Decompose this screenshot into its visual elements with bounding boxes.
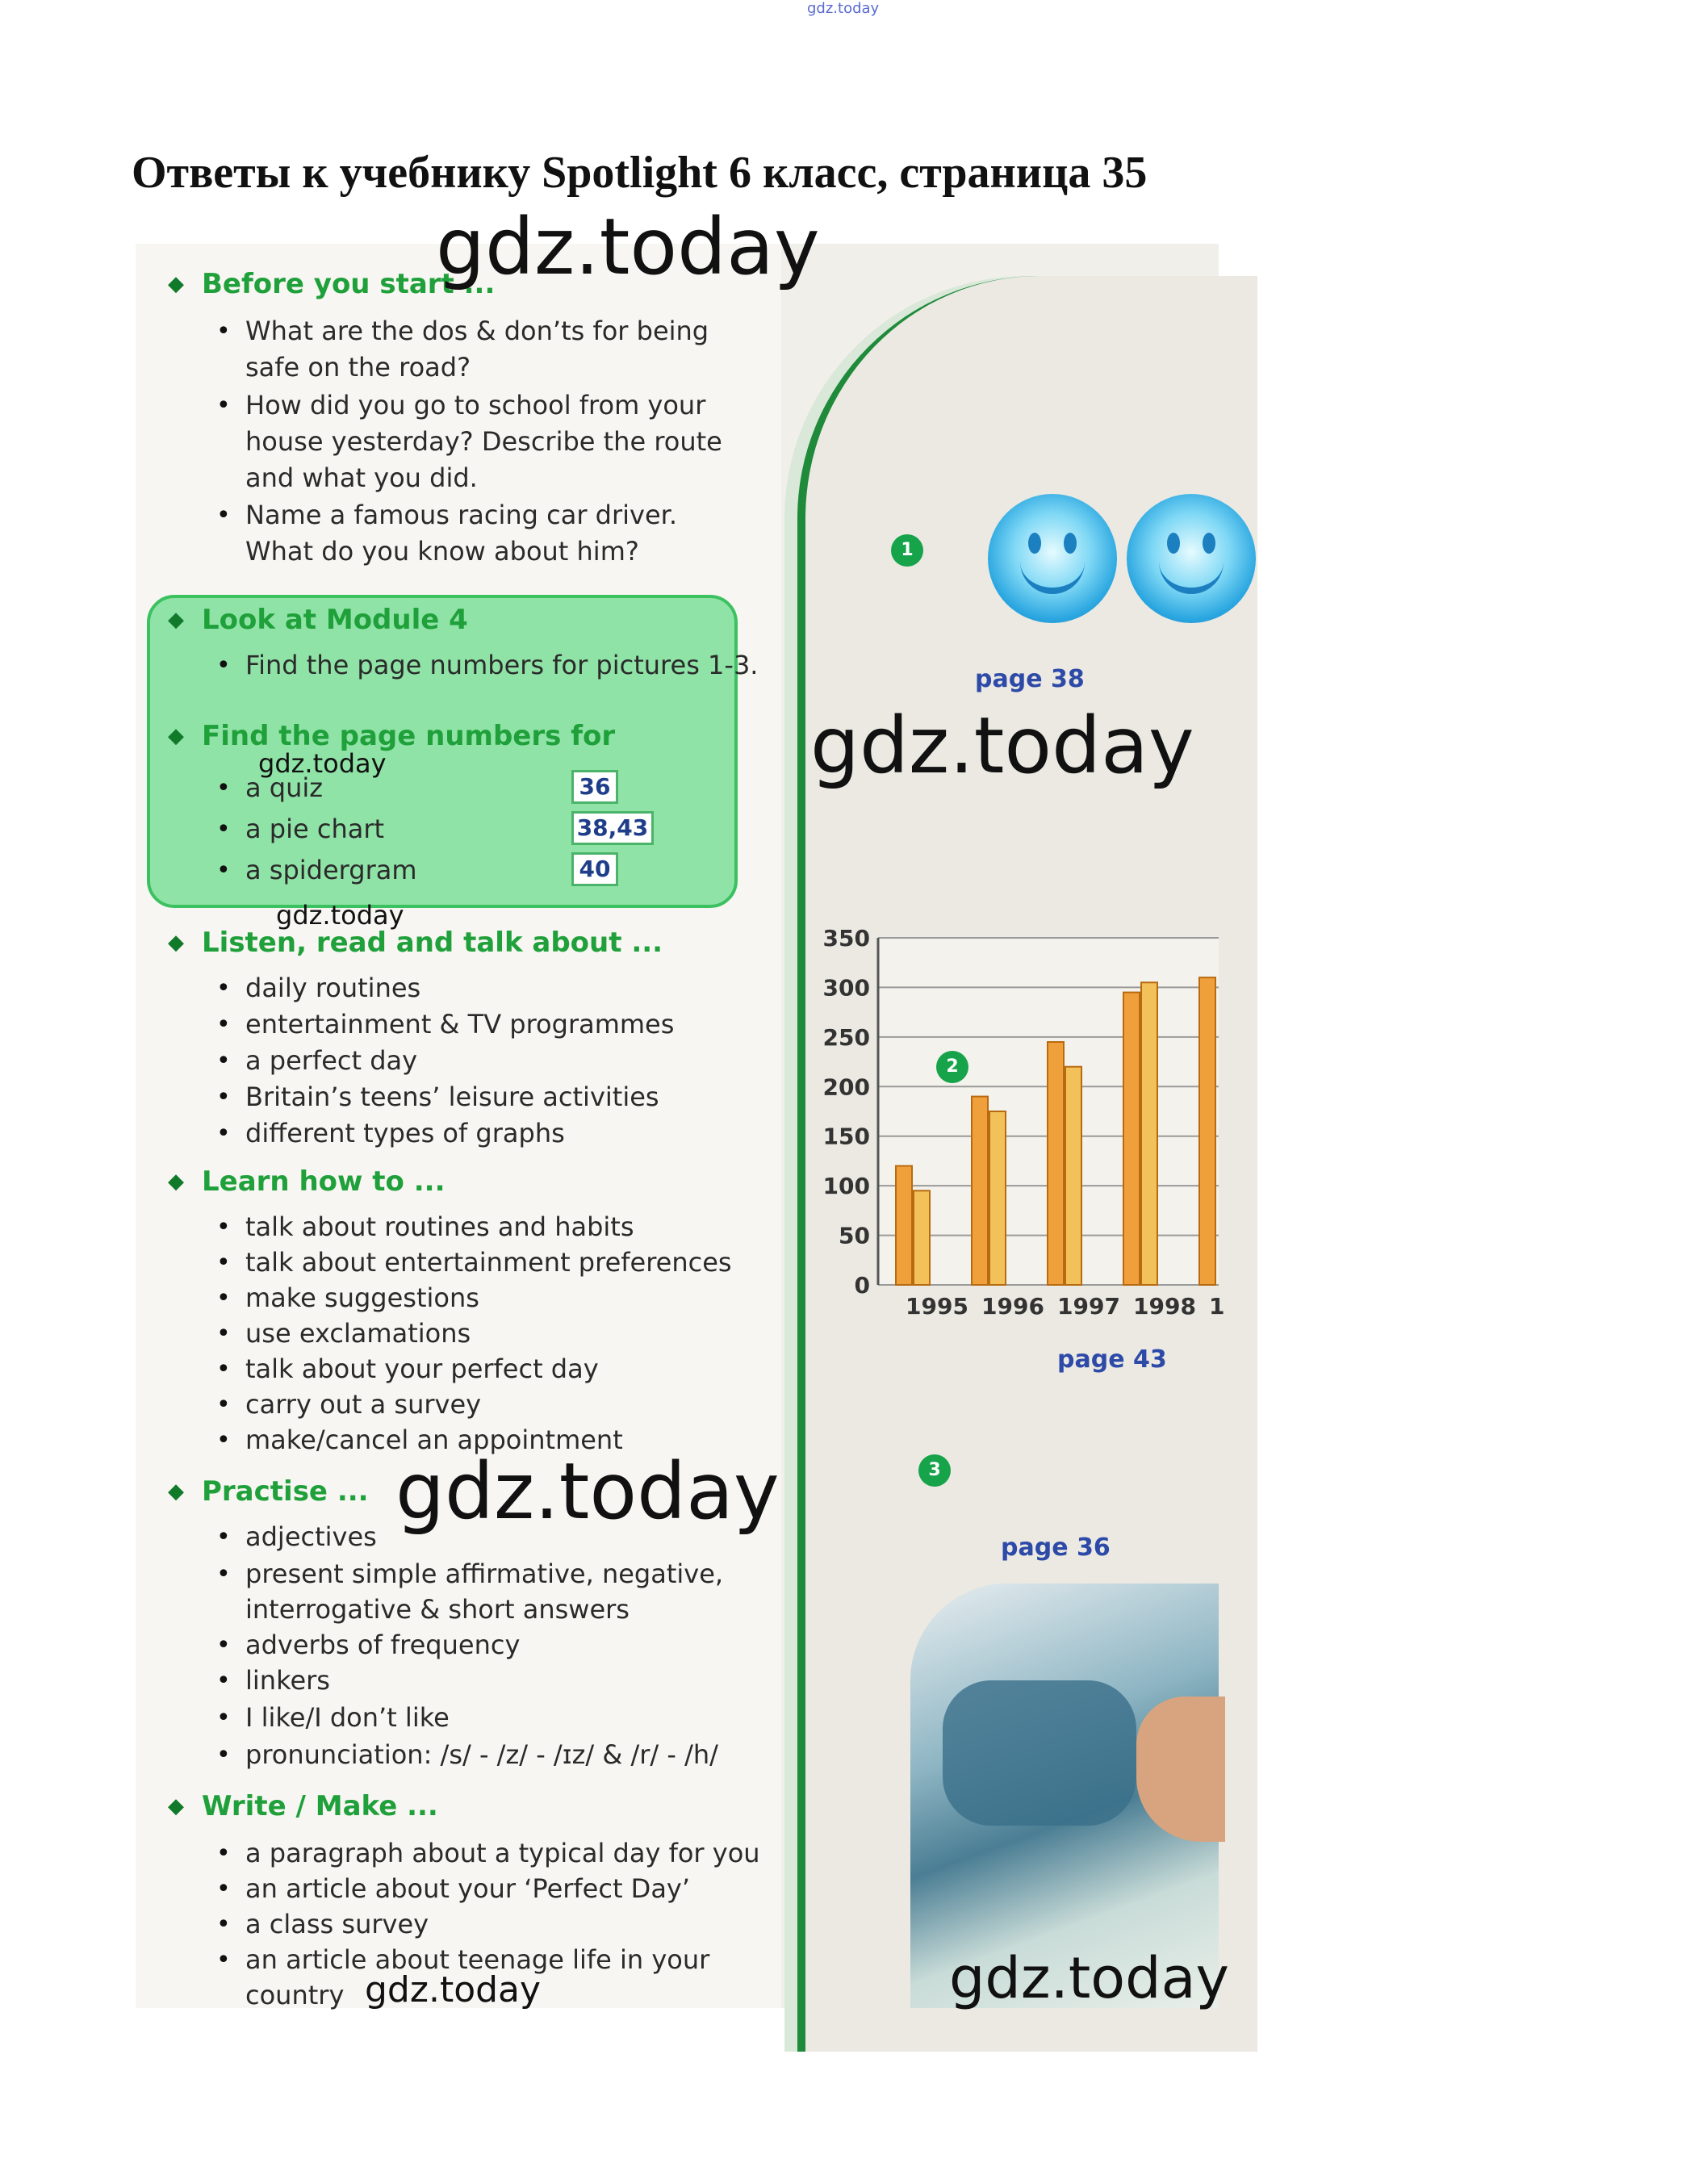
diamond-icon: ◆ [168, 608, 184, 632]
chart-bar [1123, 993, 1140, 1285]
chart-y-tick-label: 150 [822, 1123, 870, 1150]
section-write-heading: ◆ Write / Make ... [168, 1790, 438, 1822]
page-title: Ответы к учебнику Spotlight 6 класс, страница 35 [132, 148, 1148, 198]
chart-bar [1065, 1067, 1081, 1285]
list-item: • How did you go to school from your [216, 390, 706, 420]
list-item: • linkers [216, 1665, 330, 1696]
watermark: gdz.today [276, 900, 404, 931]
page-number-box: 40 [571, 852, 618, 886]
list-item: • an article about teenage life in your [216, 1944, 710, 1975]
list-item: • Britain’s teens’ leisure activities [216, 1082, 659, 1112]
watermark: gdz.today [365, 1969, 542, 2010]
list-item: • entertainment & TV programmes [216, 1009, 675, 1040]
chart-bar [989, 1111, 1006, 1285]
chart-x-tick-label: 1995 [906, 1293, 968, 1320]
section-practise-heading: ◆ Practise ... [168, 1475, 369, 1508]
page-number-box: 38,43 [571, 811, 654, 845]
section-listen-heading: ◆ Listen, read and talk about ... [168, 927, 663, 959]
list-item: • talk about routines and habits [216, 1211, 634, 1242]
list-item: • I like/I don’t like [216, 1702, 450, 1733]
diamond-icon: ◆ [168, 724, 184, 748]
chart-x-tick-label: 1997 [1057, 1293, 1120, 1320]
list-item: • a paragraph about a typical day for you [216, 1838, 760, 1868]
chart-bar [914, 1190, 930, 1285]
picture-number-badge: 1 [891, 534, 923, 567]
picture-number-badge: 3 [918, 1454, 951, 1487]
watermark-top: gdz.today [807, 0, 880, 17]
chart-y-tick-label: 350 [822, 925, 870, 952]
diamond-icon: ◆ [168, 1479, 184, 1504]
chart-y-tick-label: 50 [839, 1222, 870, 1249]
diamond-icon: ◆ [168, 931, 184, 955]
list-item: • carry out a survey [216, 1389, 482, 1420]
section-look-heading: ◆ Look at Module 4 [168, 604, 468, 636]
watermark: gdz.today [949, 1945, 1229, 2011]
list-item: • present simple affirmative, negative, [216, 1559, 724, 1589]
textbook-scan [136, 244, 1225, 2010]
smiley-icon [988, 494, 1117, 623]
picture-page-label: page 38 [975, 665, 1085, 693]
list-item: • What are the dos & don’ts for being [216, 316, 709, 346]
list-item: • an article about your ‘Perfect Day’ [216, 1873, 691, 1904]
list-item-continuation: and what you did. [245, 462, 478, 493]
smiley-icon [1127, 494, 1256, 623]
chart-x-tick-label: 1998 [1133, 1293, 1196, 1320]
chart-y-tick-label: 250 [822, 1023, 870, 1051]
list-item-continuation: What do you know about him? [245, 536, 639, 567]
page-number-box: 36 [571, 770, 618, 804]
watermark: gdz.today [395, 1446, 780, 1537]
chart-y-tick-label: 300 [822, 974, 870, 1002]
list-item: • make/cancel an appointment [216, 1425, 623, 1455]
picture-page-label: page 36 [1001, 1533, 1111, 1562]
chart-x-tick-label: 1996 [981, 1293, 1044, 1320]
list-item-continuation: interrogative & short answers [245, 1594, 630, 1625]
chart-bar [1141, 982, 1157, 1285]
chart-bar [1199, 977, 1215, 1285]
watermark: gdz.today [810, 701, 1194, 791]
list-item: • make suggestions [216, 1282, 479, 1313]
picture-page-label: page 43 [1057, 1345, 1167, 1374]
section-learn-heading: ◆ Learn how to ... [168, 1165, 446, 1198]
list-item-continuation: safe on the road? [245, 352, 471, 383]
diamond-icon: ◆ [168, 1169, 184, 1194]
list-item: • talk about entertainment preferences [216, 1247, 732, 1278]
list-item: • adverbs of frequency [216, 1630, 521, 1660]
chart-bar [972, 1097, 988, 1285]
list-item: • different types of graphs [216, 1118, 565, 1148]
watermark: gdz.today [258, 748, 387, 779]
heading-text: Before you start ... [202, 268, 496, 300]
list-item: • Find the page numbers for pictures 1-3. [216, 650, 759, 680]
list-item-continuation: country [245, 1980, 345, 2010]
chart-x-tick-label: 1 [1209, 1293, 1225, 1320]
list-item: • adjectives [216, 1521, 377, 1552]
list-item: • Name a famous racing car driver. [216, 500, 678, 530]
chart-bar [1048, 1042, 1064, 1285]
watermark: gdz.today [436, 202, 820, 292]
chart-y-tick-label: 100 [822, 1173, 870, 1200]
chart-y-tick-label: 200 [822, 1073, 870, 1101]
picture-number-badge: 2 [936, 1051, 968, 1083]
chart-y-tick-label: 0 [854, 1272, 870, 1299]
find-item: • a quiz [216, 772, 324, 803]
list-item-continuation: house yesterday? Describe the route [245, 426, 722, 457]
find-item: • a pie chart [216, 814, 385, 844]
chart-bar [896, 1166, 912, 1285]
bar-chart [822, 922, 1225, 1567]
list-item: • use exclamations [216, 1318, 471, 1349]
diamond-icon: ◆ [168, 272, 184, 296]
diamond-icon: ◆ [168, 1794, 184, 1818]
find-item: • a spidergram [216, 855, 417, 885]
list-item: • talk about your perfect day [216, 1353, 599, 1384]
list-item: • a class survey [216, 1909, 429, 1939]
section-find-heading: ◆ Find the page numbers for [168, 720, 616, 752]
list-item: • daily routines [216, 973, 421, 1003]
list-item: • pronunciation: /s/ - /z/ - /ɪz/ & /r/ - /h/ [216, 1739, 718, 1770]
list-item: • a perfect day [216, 1045, 418, 1076]
